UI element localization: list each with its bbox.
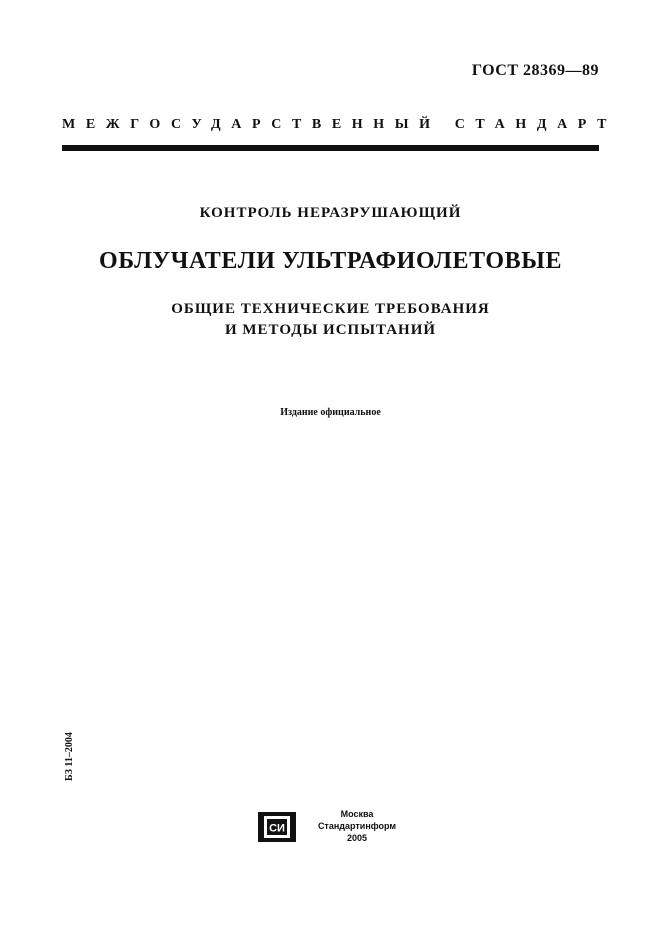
side-note: БЗ 11–2004: [64, 732, 75, 781]
title-line-1: КОНТРОЛЬ НЕРАЗРУШАЮЩИЙ: [199, 205, 462, 221]
publisher-year: 2005: [346, 833, 368, 843]
publisher-logo: [258, 812, 296, 842]
publisher-name: Стандартинформ: [317, 821, 397, 831]
subtitle-line-1: ОБЩИЕ ТЕХНИЧЕСКИЕ ТРЕБОВАНИЯ: [171, 301, 490, 317]
edition-note: Издание официальное: [280, 407, 381, 418]
publisher-info: [303, 808, 411, 844]
title-main: ОБЛУЧАТЕЛИ УЛЬТРАФИОЛЕТОВЫЕ: [98, 248, 563, 274]
publisher-city: Москва: [340, 809, 374, 819]
heading-rule: [62, 145, 599, 151]
subtitle-line-2: И МЕТОДЫ ИСПЫТАНИЙ: [224, 322, 437, 338]
standard-type-heading: МЕЖГОСУДАРСТВЕННЫЙ СТАНДАРТ: [62, 117, 618, 132]
publisher-logo-text: СИ: [269, 822, 285, 835]
document-code: ГОСТ 28369—89: [471, 62, 599, 79]
